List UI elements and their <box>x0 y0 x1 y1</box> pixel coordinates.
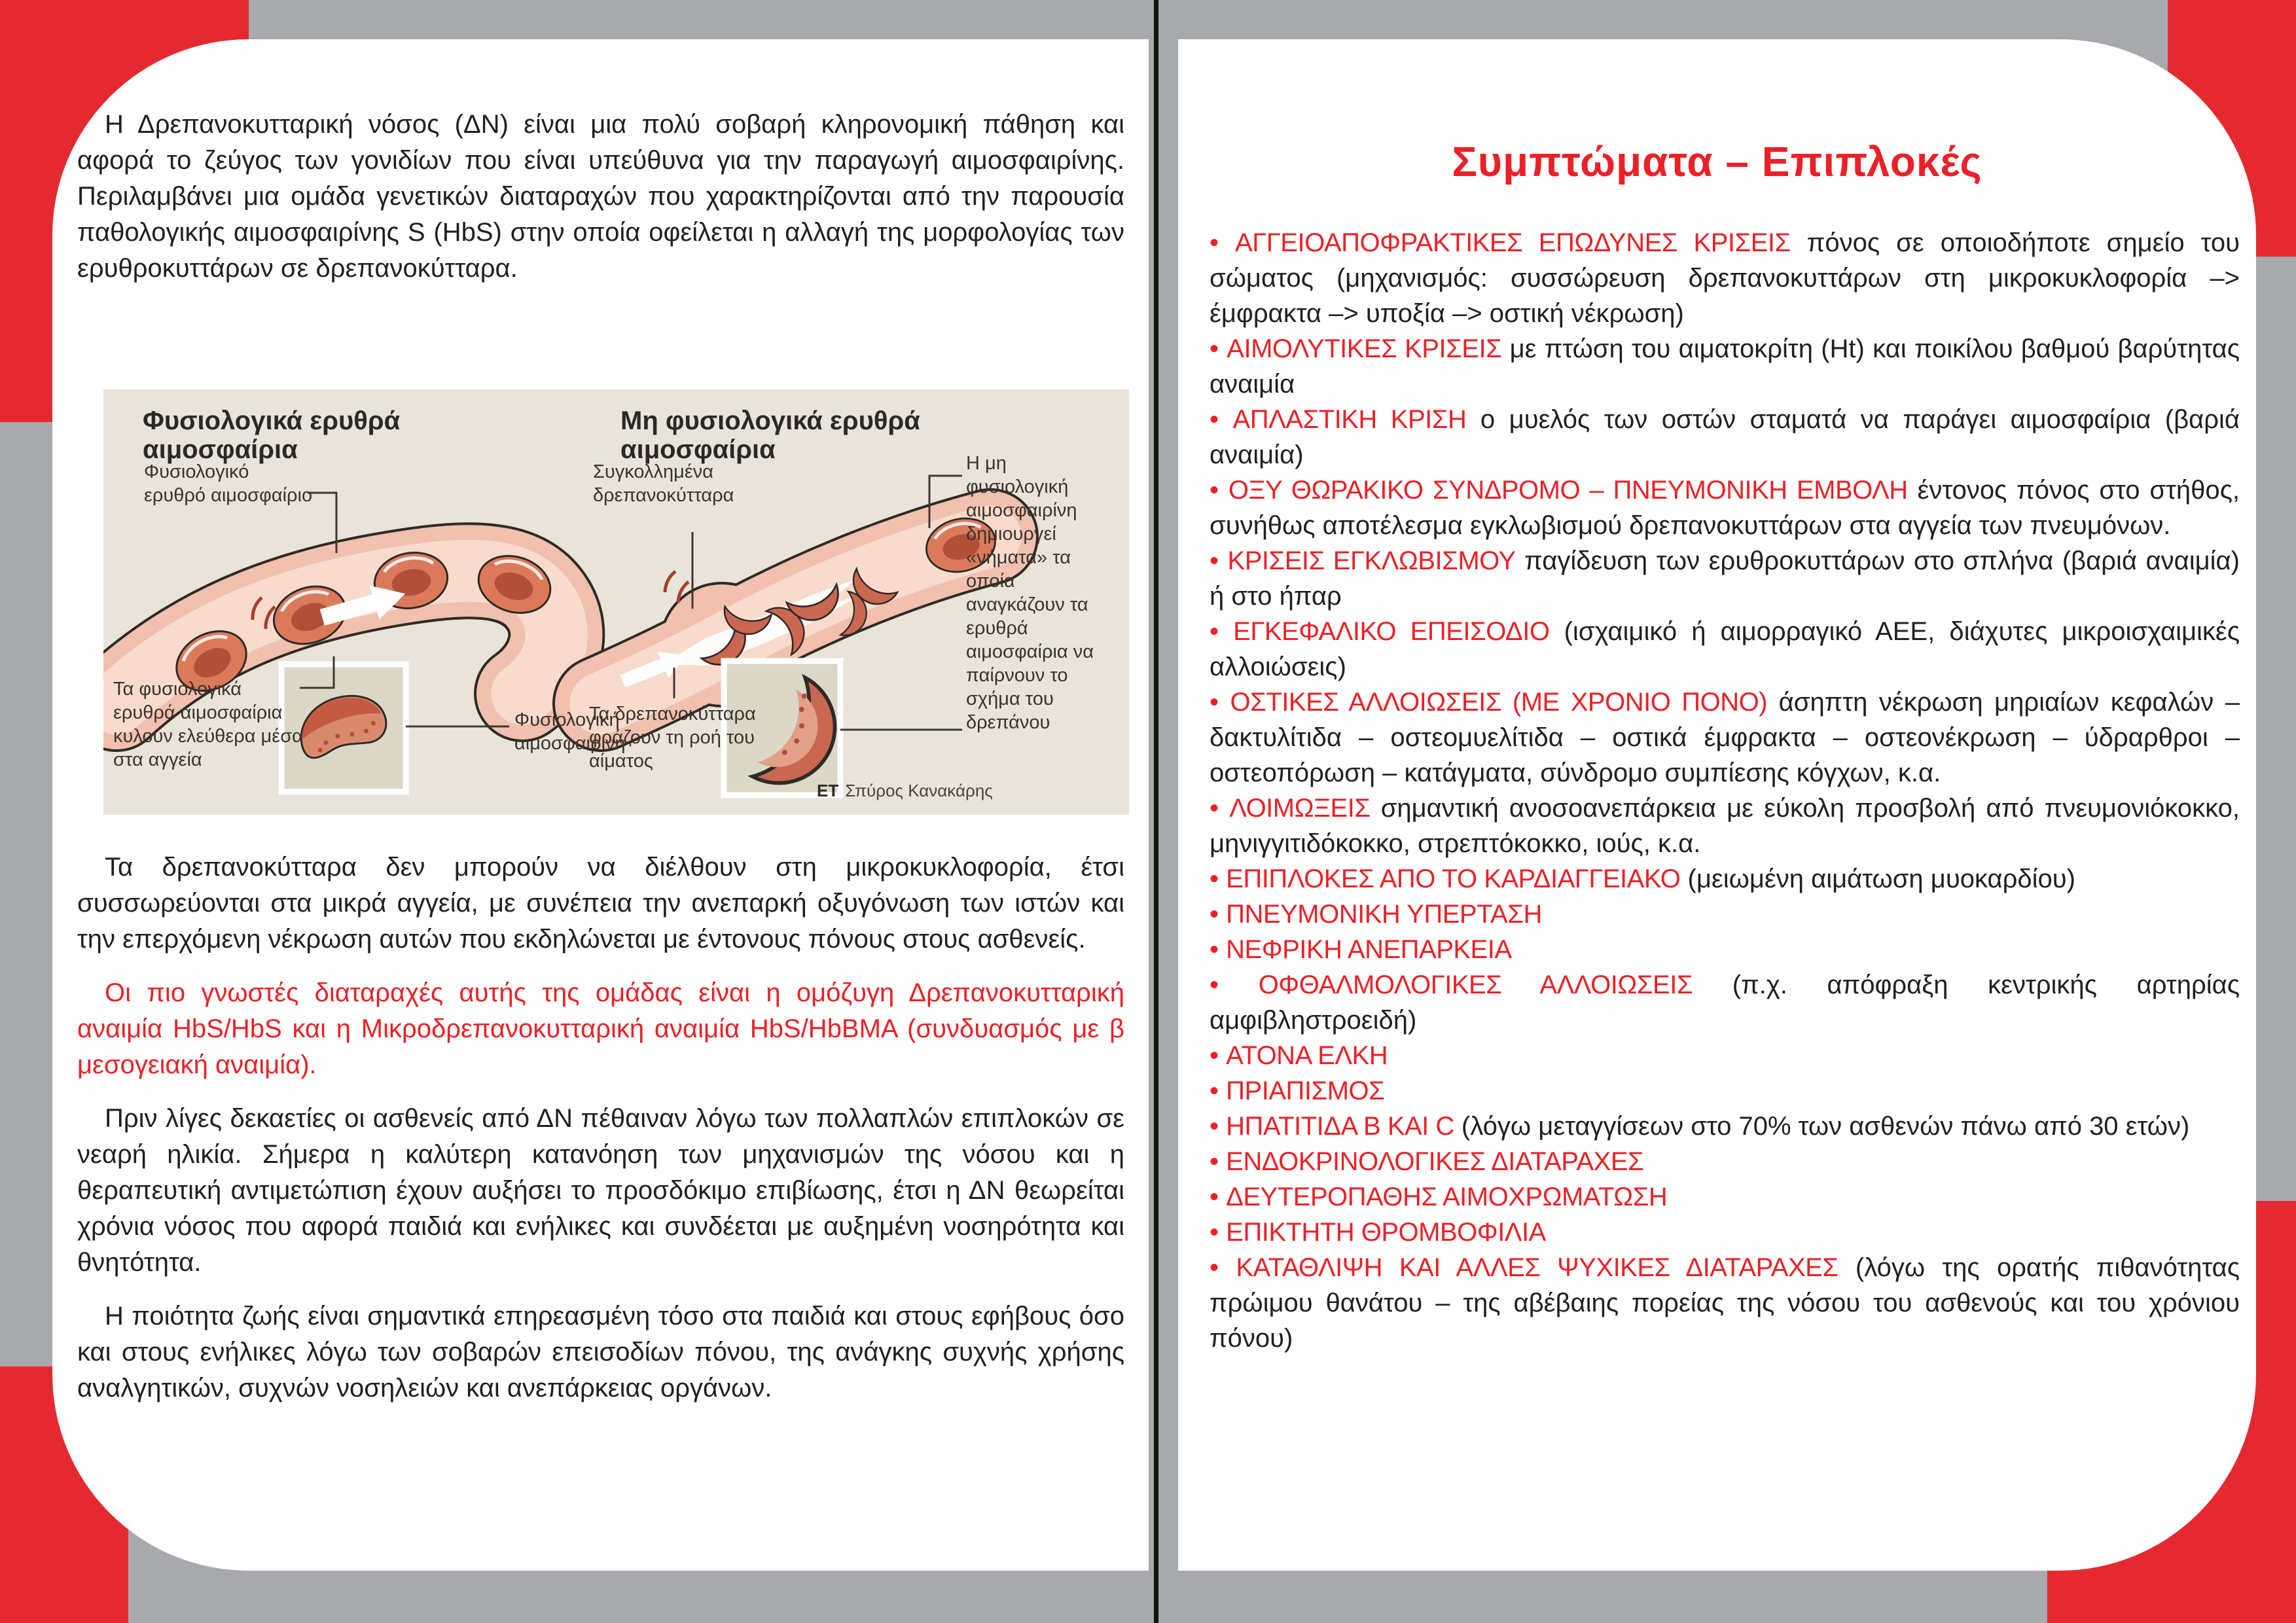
list-item: • ΚΑΤΑΘΛΙΨΗ ΚΑΙ ΑΛΛΕΣ ΨΥΧΙΚΕΣ ΔΙΑΤΑΡΑΧΕΣ (λόγω της ορατής πιθανότητας πρώιμου θανάτου – της αβέβαιης πορείας της νόσου του ασθενούς και του χρόνιου πόνου) <box>1210 1253 2240 1353</box>
bullet-icon: • <box>1210 794 1219 823</box>
left-page-body <box>77 849 1124 1424</box>
figure-label-stuck-sickle-cells: Συγκολλημένα δρεπανοκύτταρα <box>593 461 734 506</box>
bullet-icon: • <box>1210 546 1219 575</box>
quality-of-life-paragraph: Η ποιότητα ζωής είναι σημαντικά επηρεασμένη τόσο στα παιδιά και στους εφήβους όσο και στους ενήλικες λόγω των σοβαρών επεισοδίων πόνου, της ανάγκης συχνής χρήσης αναλγητικών, συχνών νοσηλειών και ανεπάρκειας οργάνων. <box>77 1302 1124 1402</box>
list-item: • ΔΕΥΤΕΡΟΠΑΘΗΣ ΑΙΜΟΧΡΩΜΑΤΩΣΗ <box>1210 1183 1668 1211</box>
figure-credit <box>817 781 993 801</box>
figure-label-flow-free: Τα φυσιολογικά ερυθρά αιμοσφαίρια κυλούν ελεύθερα μέσα στα αγγεία <box>113 679 303 770</box>
list-item: • ΝΕΦΡΙΚΗ ΑΝΕΠΑΡΚΕΙΑ <box>1210 935 1512 964</box>
bullet-icon: • <box>1210 900 1219 929</box>
page-title-symptoms-complications: Συμπτώματα – Επιπλοκές <box>1452 138 1982 185</box>
intro-paragraph: Η Δρεπανοκυτταρική νόσος (ΔΝ) είναι μια πολύ σοβαρή κληρονομική πάθηση και αφορά το ζεύγος των γονιδίων που είναι υπεύθυνα για την παραγωγή αιμοσφαιρίνης. Περιλαμβάνει μια ομάδα γενετικών διαταραχών που χαρακτηρίζονται από την παρουσία παθολογικής αιμοσφαιρίνης S (HbS) στην οποία οφείλεται η αλλαγή της μορφολογίας των ερυθροκυττάρων σε δρεπανοκύτταρα. <box>77 110 1124 283</box>
list-item: • ΑΙΜΟΛΥΤΙΚΕΣ ΚΡΙΣΕΙΣ με πτώση του αιματοκρίτη (Ht) και ποικίλου βαθμού βαρύτητας αναιμία <box>1210 334 2240 399</box>
list-item: • ΠΝΕΥΜΟΝΙΚΗ ΥΠΕΡΤΑΣΗ <box>1210 900 1542 929</box>
bullet-icon: • <box>1210 476 1219 505</box>
bullet-icon: • <box>1210 1253 1219 1282</box>
list-item: • ΠΡΙΑΠΙΣΜΟΣ <box>1210 1077 1385 1105</box>
figure-credit-initials: ΕΤ <box>817 781 839 800</box>
bullet-icon: • <box>1210 865 1219 893</box>
bullet-icon: • <box>1210 617 1219 646</box>
list-item: • ΑΠΛΑΣΤΙΚΗ ΚΡΙΣΗ ο μυελός των οστών σταματά να παράγει αιμοσφαίρια (βαριά αναιμία) <box>1210 405 2240 469</box>
center-fold-line <box>1154 0 1158 1623</box>
bullet-icon: • <box>1210 688 1219 717</box>
page-left <box>52 39 1149 1571</box>
list-item: • ΑΓΓΕΙΟΑΠΟΦΡΑΚΤΙΚΕΣ ΕΠΩΔΥΝΕΣ ΚΡΙΣΕΙΣ πόνος σε οποιοδήποτε σημείο του σώματος (μηχανισμός: συσσώρευση δρεπανοκυττάρων στη μικροκυκλοφορία –> έμφρακτα –> υποξία –> οστική νέκρωση) <box>1210 228 2240 328</box>
bullet-icon: • <box>1210 228 1219 257</box>
list-item: • ΛΟΙΜΩΞΕΙΣ σημαντική ανοσοανεπάρκεια με εύκολη προσβολή από πνευμονιόκοκκο, μηνιγγιτιδόκοκκο, στρεπτόκοκκο, ιούς, κ.α. <box>1210 794 2240 858</box>
list-item: • ΚΡΙΣΕΙΣ ΕΓΚΛΩΒΙΣΜΟΥ παγίδευση των ερυθροκυττάρων στο σπλήνα (βαριά αναιμία) ή στο ήπαρ <box>1210 546 2240 611</box>
bullet-icon: • <box>1210 1183 1219 1211</box>
list-item: • ΕΝΔΟΚΡΙΝΟΛΟΓΙΚΕΣ ΔΙΑΤΑΡΑΧΕΣ <box>1210 1147 1644 1176</box>
microcirculation-paragraph: Τα δρεπανοκύτταρα δεν μπορούν να διέλθουν στη μικροκυκλοφορία, έτσι συσσωρεύονται στα μικρά αγγεία, με συνέπεια την ανεπαρκή οξυγόνωση των ιστών και την επερχόμενη νέκρωση αυτών που εκδηλώνεται με έντονους πόνους στους ασθενείς. <box>77 853 1124 954</box>
list-item: • ΟΣΤΙΚΕΣ ΑΛΛΟΙΩΣΕΙΣ (ΜΕ ΧΡΟΝΙΟ ΠΟΝΟ) άσηπτη νέκρωση μηριαίων κεφαλών – δακτυλίτιδα – οστεομυελίτιδα – οστικά έμφρακτα – οστεονέκρωση – ύδραρθροι – οστεοπόρωση – κατάγματα, σύνδρομο συμπίεσης κόγχων, κ.α. <box>1210 688 2240 787</box>
list-item: • ΕΠΙΠΛΟΚΕΣ ΑΠΟ ΤΟ ΚΑΡΔΙΑΓΓΕΙΑΚΟ (μειωμένη αιμάτωση μυοκαρδίου) <box>1210 865 2075 893</box>
known-disorders-paragraph: Οι πιο γνωστές διαταραχές αυτής της ομάδας είναι η ομόζυγη Δρεπανοκυτταρική αναιμία HbS/HbS και η Μικροδρεπανοκυτταρική αναιμία HbS/HbΒΜΑ (συνδυασμός με β μεσογειακή αναιμία). <box>77 978 1124 1079</box>
figure-label-normal-cell: Φυσιολογικό ερυθρό αιμοσφαίριο <box>144 461 313 506</box>
bullet-icon: • <box>1210 1077 1219 1105</box>
figure-label-normal-hemoglobin: Φυσιολογική αιμοσφαιρίνη <box>514 709 626 754</box>
list-item: • ΕΠΙΚΤΗΤΗ ΘΡΟΜΒΟΦΙΛΙΑ <box>1210 1218 1546 1247</box>
list-item: • ΟΞΥ ΘΩΡΑΚΙΚΟ ΣΥΝΔΡΟΜΟ – ΠΝΕΥΜΟΝΙΚΗ ΕΜΒΟΛΗ έντονος πόνος στο στήθος, συνήθως αποτέλεσμα εγκλωβισμού δρεπανοκυττάρων στα αγγεία των πνευμόνων. <box>1210 476 2240 540</box>
figure-credit-name: Σπύρος Κανακάρης <box>845 781 993 800</box>
list-item: • ΕΓΚΕΦΑΛΙΚΟ ΕΠΕΙΣΟΔΙΟ (ισχαιμικό ή αιμορραγικό ΑΕΕ, διάχυτες μικροισχαιμικές αλλοιώσεις) <box>1210 617 2240 681</box>
bullet-icon: • <box>1210 971 1219 999</box>
symptoms-list <box>1210 225 2240 1356</box>
list-item: • ΗΠΑΤΙΤΙΔΑ Β ΚΑΙ C (λόγω μεταγγίσεων στο 70% των ασθενών πάνω από 30 ετών) <box>1210 1112 2190 1141</box>
bullet-icon: • <box>1210 334 1219 363</box>
figure-label-abnormal-hemoglobin-fibers: Η μη φυσιολογική αιμοσφαιρίνη δημιουργεί «νήματα» τα οποία αναγκάζουν τα ερυθρά αιμοσφαίρια να παίρνουν το σχήμα του δρεπάνου <box>966 453 1094 733</box>
figure-normal-vs-sickle-cells <box>103 389 1129 815</box>
bullet-icon: • <box>1210 405 1219 434</box>
prognosis-paragraph: Πριν λίγες δεκαετίες οι ασθενείς από ΔΝ πέθαιναν λόγω των πολλαπλών επιπλοκών σε νεαρή ηλικία. Σήμερα η καλύτερη κατανόηση των μηχανισμών της νόσου και η θεραπευτική αντιμετώπιση έχουν αυξήσει το προσδόκιμο επιβίωσης, έτσι η ΔΝ θεωρείται χρόνια νόσος που αφορά παιδιά και ενήλικες και συνδέεται με αυξημένη νοσηρότητα και θνητότητα. <box>77 1104 1124 1277</box>
bullet-icon: • <box>1210 1218 1219 1247</box>
figure-label-blocked-flow: Τα δρεπανοκύτταρα φράζουν τη ροή του αίματος <box>589 704 756 772</box>
bullet-icon: • <box>1210 1041 1219 1070</box>
bullet-icon: • <box>1210 935 1219 964</box>
bullet-icon: • <box>1210 1112 1219 1141</box>
figure-title-abnormal: Μη φυσιολογικά ερυθρά αιμοσφαίρια <box>620 406 920 464</box>
figure-title-normal: Φυσιολογικά ερυθρά αιμοσφαίρια <box>143 406 401 464</box>
list-item: • ΑΤΟΝΑ ΕΛΚΗ <box>1210 1041 1388 1070</box>
bullet-icon: • <box>1210 1147 1219 1176</box>
list-item: • ΟΦΘΑΛΜΟΛΟΓΙΚΕΣ ΑΛΛΟΙΩΣΕΙΣ (π.χ. απόφραξη κεντρικής αρτηρίας αμφιβληστροειδή) <box>1210 971 2240 1035</box>
page-right <box>1178 39 2256 1571</box>
